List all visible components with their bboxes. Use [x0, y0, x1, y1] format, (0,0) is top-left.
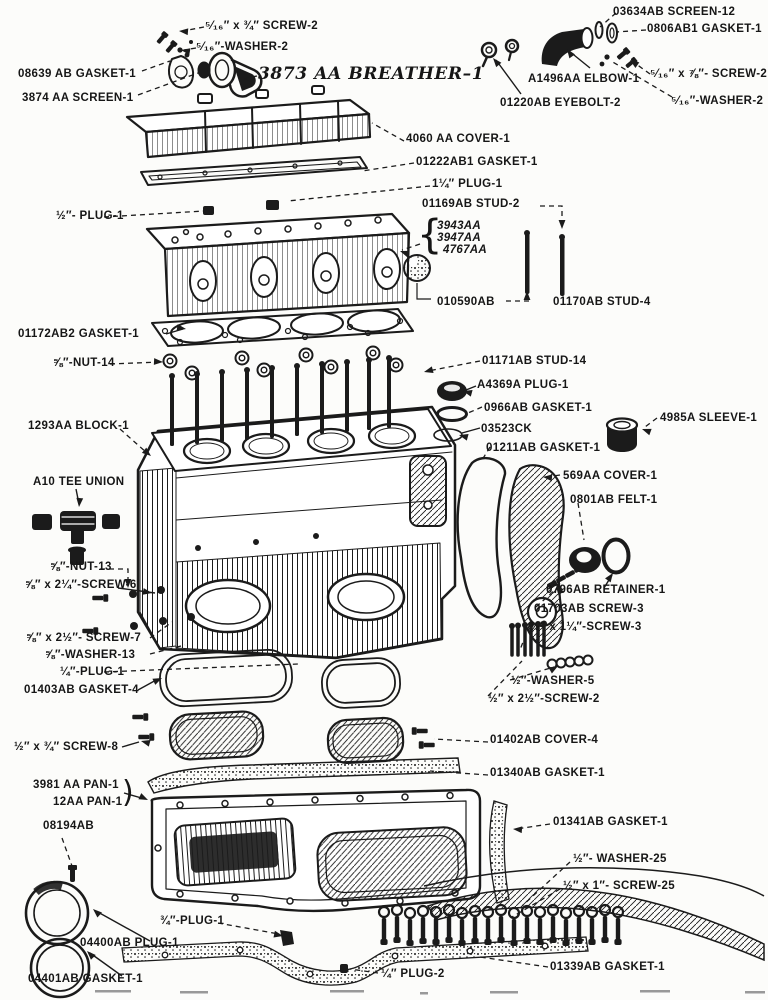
label-gasket-01403: 01403AB GASKET-4 — [24, 684, 139, 696]
label-screw-12x34: ½″ x ¾″ SCREW-8 — [14, 741, 119, 753]
label-washer-12-5: ½″-WASHER-5 — [511, 675, 595, 687]
label-plug-04400: 04400AB PLUG-1 — [80, 937, 179, 949]
label-plug-12: ½″- PLUG-1 — [56, 210, 124, 222]
label-retainer-0796: 0796AB RETAINER-1 — [546, 584, 666, 596]
label-ck-03523: 03523CK — [481, 423, 533, 435]
label-cover-569: 569AA COVER-1 — [563, 470, 658, 482]
label-plug-14-2: ¼″ PLUG-2 — [381, 968, 445, 980]
label-sleeve-4985: 4985A SLEEVE-1 — [660, 412, 758, 424]
label-cover-4060: 4060 AA COVER-1 — [406, 133, 511, 145]
label-screw-12x1: ½″ x 1″- SCREW-25 — [563, 880, 675, 892]
label-gasket-01211: 01211AB GASKET-1 — [486, 442, 601, 454]
label-screw-58x214: ⅝″ x 2¼″-SCREW-6 — [25, 579, 137, 591]
pan-group-brace: ) — [122, 775, 134, 810]
label-screw-01703: 01703AB SCREW-3 — [534, 603, 644, 615]
label-washer-516-right: ⁵⁄₁₆″-WASHER-2 — [671, 95, 764, 107]
label-washer-12-25: ½″- WASHER-25 — [573, 853, 667, 865]
label-eyebolt-01220: 01220AB EYEBOLT-2 — [500, 97, 621, 109]
label-gasket-01339: 01339AB GASKET-1 — [550, 961, 665, 973]
label-screw-12x114: ½″ x 1¼″-SCREW-3 — [530, 621, 642, 633]
label-pan-3981: 3981 AA PAN-1 — [33, 779, 119, 791]
label-ball-010590: 010590AB — [437, 296, 495, 308]
label-screw-516x34: ⁵⁄₁₆″ x ¾″ SCREW-2 — [205, 20, 318, 32]
label-head-3947: 3947AA — [437, 232, 481, 244]
label-screen-03634: 03634AB SCREEN-12 — [613, 6, 736, 18]
label-washer-58-13: ⅝″-WASHER-13 — [45, 649, 136, 661]
label-block-1293: 1293AA BLOCK-1 — [28, 420, 129, 432]
label-gasket-01172: 01172AB2 GASKET-1 — [18, 328, 140, 340]
label-plug-a4369: A4369A PLUG-1 — [477, 379, 569, 391]
label-screw-516x78: ⁵⁄₁₆″ x ⅞″- SCREW-2 — [650, 68, 768, 80]
label-gasket-01340: 01340AB GASKET-1 — [490, 767, 605, 779]
label-felt-0801: 0801AB FELT-1 — [570, 494, 658, 506]
label-gasket-04401: 04401AB GASKET-1 — [28, 973, 143, 985]
label-screen-3874: 3874 AA SCREEN-1 — [22, 92, 134, 104]
label-pan-12aa: 12AA PAN-1 — [53, 796, 123, 808]
label-head-3943: 3943AA — [437, 220, 481, 232]
label-washer-516-left: ⁵⁄₁₆″-WASHER-2 — [196, 41, 289, 53]
label-stud-01170: 01170AB STUD-4 — [553, 296, 651, 308]
label-stud-01169: 01169AB STUD-2 — [422, 198, 520, 210]
label-part-08194: 08194AB — [43, 820, 95, 832]
label-gasket-01222: 01222AB1 GASKET-1 — [416, 156, 538, 168]
label-gasket-01341: 01341AB GASKET-1 — [553, 816, 668, 828]
label-gasket-0966: 0966AB GASKET-1 — [484, 402, 593, 414]
label-elbow-a1496: A1496AA ELBOW-1 — [528, 73, 640, 85]
label-nut-58-13: ⅝″-NUT-13 — [50, 561, 112, 573]
label-breather-3873: 3873 AA BREATHER–1 — [258, 64, 485, 84]
label-plug-114: 1¼″ PLUG-1 — [432, 178, 503, 190]
label-stud-01171: 01171AB STUD-14 — [482, 355, 587, 367]
label-gasket-08639: 08639 AB GASKET-1 — [18, 68, 137, 80]
label-plug-34: ¾″-PLUG-1 — [160, 915, 225, 927]
label-cover-01402: 01402AB COVER-4 — [490, 734, 599, 746]
label-screw-58x212: ⅝″ x 2½″- SCREW-7 — [26, 632, 142, 644]
label-nut-58-14: ⅝″-NUT-14 — [53, 357, 115, 369]
label-screw-12x212: ½″ x 2½″-SCREW-2 — [488, 693, 600, 705]
label-head-4767: 4767AA — [443, 244, 487, 256]
head-group-brace: { — [417, 212, 443, 258]
label-plug-14-1: ¼″-PLUG-1 — [60, 666, 125, 678]
label-tee-a10: A10 TEE UNION — [33, 476, 125, 488]
label-gasket-0806: 0806AB1 GASKET-1 — [647, 23, 762, 35]
